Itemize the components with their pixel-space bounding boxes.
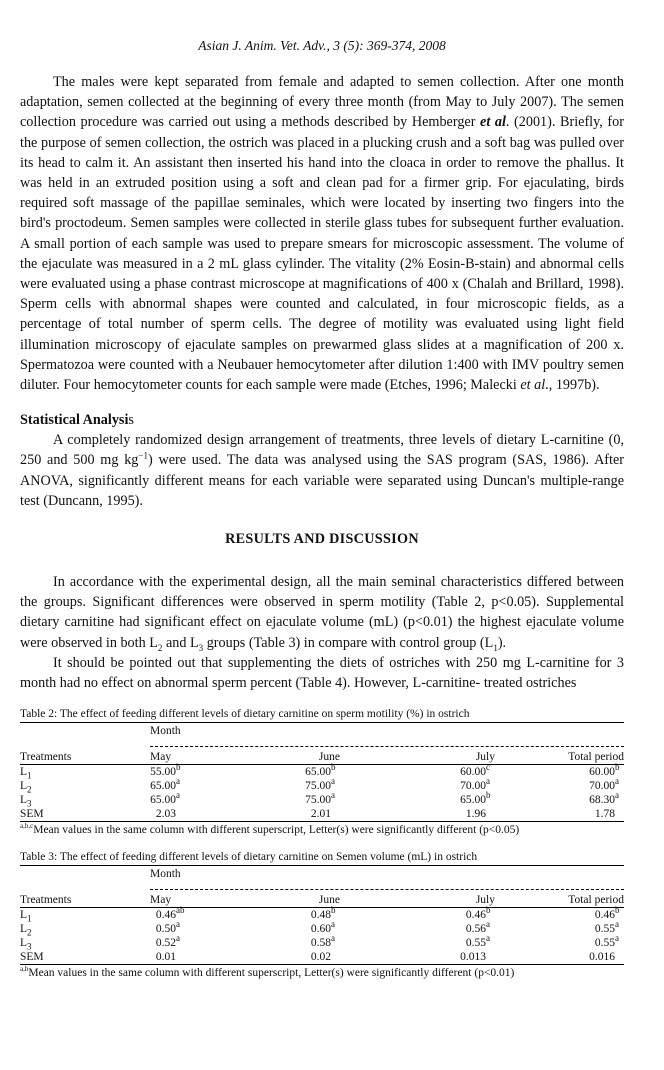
treatment-cell — [20, 793, 150, 807]
text-run: It should be pointed out that supplementing the diets of ostriches with 250 mg L-carnitine for 3 month had no effect on abnormal sperm percent (Table 4). However, L-carnitine- treated ostriches — [20, 654, 624, 692]
header-row — [20, 747, 624, 765]
treatment-label: L — [20, 937, 28, 950]
footnote-superscript: a,b — [20, 965, 29, 974]
treatment-cell — [20, 765, 150, 780]
treatment-label: L — [20, 794, 28, 807]
methods-paragraph — [20, 72, 624, 395]
text-run: −1 — [138, 450, 148, 461]
cell-value: 0.02 — [310, 951, 331, 964]
cell-value: 0.55 — [594, 937, 615, 950]
treatment-label: L — [20, 766, 28, 779]
treatment-subscript: 3 — [27, 941, 32, 952]
text-run: 3 — [198, 642, 204, 653]
cell-value: 0.58 — [310, 937, 331, 950]
cell-value: 0.60 — [310, 923, 331, 936]
table-row — [20, 950, 624, 965]
table-footnote — [20, 823, 624, 837]
value-cell: 68.30$^a$ — [589, 790, 619, 807]
cell-value: 75.00 — [305, 794, 331, 807]
table-row — [20, 807, 624, 822]
text-run: et al — [480, 114, 506, 131]
cell-value: 70.00 — [460, 780, 486, 793]
value-cell: 0.56$^a$ — [465, 919, 490, 936]
treatment-cell — [20, 807, 150, 822]
cell-value: 60.00 — [460, 766, 486, 779]
text-run: A completely randomized design arrangement of treatments, three levels of dietary L-carnitine (0, 250 and 500 mg kg — [20, 432, 624, 469]
cell-value: 0.46 — [594, 909, 615, 922]
value-cell: 75.00$^a$ — [305, 776, 335, 793]
cell-value: 0.52 — [155, 937, 176, 950]
value-cell: 65.00$^b$ — [305, 762, 336, 779]
cell-value: 0.46 — [465, 909, 486, 922]
statistical-paragraph — [20, 430, 624, 511]
value-cell: 0.50$^a$ — [155, 919, 180, 936]
statistical-analysis-heading — [20, 410, 624, 430]
cell-value: 0.55 — [594, 923, 615, 936]
value-cell: 0.55$^a$ — [465, 933, 490, 950]
table-3 — [20, 850, 624, 980]
treatment-label: L — [20, 923, 28, 936]
value-cell: 65.00$^a$ — [150, 790, 180, 807]
treatment-subscript: 3 — [27, 798, 32, 809]
table-caption: Table 2: The effect of feeding different levels of dietary carnitine on sperm motility (%) in ostrich — [20, 707, 624, 723]
table-row — [20, 793, 624, 807]
value-cell: 0.55$^a$ — [594, 933, 619, 950]
value-cell: 0.48$^b$ — [310, 905, 336, 922]
column-header: June — [185, 747, 340, 765]
table-caption: Table 3: The effect of feeding different levels of dietary carnitine on Semen volume (mL) in ostrich — [20, 850, 624, 866]
treatment-cell — [20, 922, 150, 936]
cell-value: 2.03 — [155, 808, 176, 821]
results-paragraph-2 — [20, 653, 624, 693]
month-label-row — [20, 723, 624, 738]
text-run: et al — [520, 377, 546, 394]
footnote-text: Mean values in the same column with different superscript, Letter(s) were significantly different (p<0.05) — [33, 824, 520, 837]
table-row — [20, 936, 624, 950]
value-cell: 0.52$^a$ — [155, 933, 180, 950]
value-cell: 0.46$^{ab}$ — [155, 905, 185, 922]
header-row — [20, 890, 624, 908]
value-cell — [185, 950, 340, 965]
text-run: 2 — [157, 642, 163, 653]
cell-value: 1.78 — [594, 808, 615, 821]
value-cell: 55.00$^b$ — [150, 762, 181, 779]
value-cell: 75.00$^a$ — [305, 790, 335, 807]
cell-value: 0.48 — [310, 909, 331, 922]
cell-value: 1.96 — [465, 808, 486, 821]
treatment-cell — [20, 908, 150, 923]
footnote-superscript: a,b,c — [20, 822, 34, 831]
column-header: July — [340, 890, 495, 908]
table-footnote — [20, 966, 624, 980]
paper-page — [20, 0, 624, 980]
table-row — [20, 779, 624, 793]
value-cell: 65.00$^a$ — [150, 776, 180, 793]
cell-value: 68.30 — [589, 794, 615, 807]
treatment-label: SEM — [20, 808, 44, 821]
data-table — [20, 747, 624, 822]
value-cell — [495, 950, 624, 965]
heading-rest-part: s — [128, 412, 134, 429]
treatment-cell — [20, 950, 150, 965]
text-run: The males were kept separated from female and adapted to semen collection. After one month adaptation, semen collected at the beginning of every three month (from May to July 2007). The semen collection procedure was carried out using a methods described by Hemberger — [20, 74, 624, 131]
table-row — [20, 908, 624, 923]
table-row — [20, 765, 624, 780]
value-cell: 60.00$^b$ — [589, 762, 620, 779]
cell-value: 65.00 — [460, 794, 486, 807]
value-cell: 0.60$^a$ — [310, 919, 335, 936]
value-cell: 70.00$^a$ — [589, 776, 619, 793]
value-cell: 0.58$^a$ — [310, 933, 335, 950]
treatment-label: SEM — [20, 951, 44, 964]
treatment-subscript: 1 — [27, 770, 32, 781]
value-cell — [340, 807, 495, 822]
column-header: Total period — [495, 747, 624, 765]
heading-bold-part: Statistical Analysi — [20, 412, 129, 429]
cell-value: 0.46 — [155, 909, 176, 922]
footnote-text: Mean values in the same column with different superscript, Letter(s) were significantly different (p<0.01) — [28, 967, 515, 980]
cell-value: 60.00 — [589, 766, 615, 779]
column-header: July — [340, 747, 495, 765]
value-cell — [150, 807, 185, 822]
cell-value: 65.00 — [150, 780, 176, 793]
cell-value: 75.00 — [305, 780, 331, 793]
treatment-cell — [20, 779, 150, 793]
text-run: ., 1997b). — [545, 377, 600, 394]
results-discussion-heading: RESULTS AND DISCUSSION — [225, 531, 419, 548]
treatment-label: L — [20, 780, 28, 793]
treatment-cell — [20, 936, 150, 950]
text-run: ). — [497, 634, 507, 651]
month-label: Month — [150, 725, 181, 738]
column-header: June — [185, 890, 340, 908]
cell-value: 0.01 — [155, 951, 176, 964]
column-header: May — [150, 747, 185, 765]
treatment-subscript: 2 — [27, 927, 32, 938]
data-table — [20, 890, 624, 965]
value-cell: 60.00$^c$ — [460, 762, 490, 779]
column-header: May — [150, 890, 185, 908]
value-cell — [150, 950, 185, 965]
text-run: ) were used. The data was analysed using the SAS program (SAS, 1986). After ANOVA, significantly different means for each variable were separated using Duncan's multiple-range test (Duncann, 1995). — [20, 452, 624, 509]
text-run: 1 — [493, 642, 498, 653]
treatment-label: L — [20, 909, 28, 922]
month-label: Month — [150, 868, 181, 881]
value-cell — [185, 807, 340, 822]
month-label-row — [20, 866, 624, 881]
column-header: Treatments — [20, 890, 150, 908]
value-cell — [340, 950, 495, 965]
cell-value: 0.016 — [589, 951, 615, 964]
cell-value: 0.013 — [460, 951, 486, 964]
value-cell: 70.00$^a$ — [460, 776, 490, 793]
value-cell: 0.55$^a$ — [594, 919, 619, 936]
value-cell — [495, 807, 624, 822]
table-2 — [20, 707, 624, 837]
results-paragraph-1 — [20, 572, 624, 653]
running-header: Asian J. Anim. Vet. Adv., 3 (5): 369-374, 2008 — [198, 38, 446, 53]
cell-value: 0.50 — [155, 923, 176, 936]
treatment-subscript: 2 — [27, 784, 32, 795]
cell-value: 65.00 — [150, 794, 176, 807]
value-cell: 65.00$^b$ — [460, 790, 491, 807]
cell-value: 55.00 — [150, 766, 176, 779]
cell-value: 0.56 — [465, 923, 486, 936]
text-run: . (2001). Briefly, for the purpose of semen collection, the ostrich was placed in a plucking crush and a soft bag was pulled over its head to calm it. An assistant then inserted his hand into the cloaca in order to remove the phallus. It was held in an extruded position using a soft and clean pad for a firmer grip. For ejaculating, birds required soft massage of the papillae seminales, which were located by inserting two fingers into the bird's proctodeum. Semen samples were collected in sterile glass tubes for subsequent further evaluation. A small portion of each sample was used to prepare smears for microscopic assessment. The volume of the ejaculate was measured in a 2 mL glass cylinder. The vitality (2% Eosin-B-stain) and abnormal cells were evaluated using a phase contrast microscope at magnifications of 400 x (Chalah and Brillard, 1998). Sperm cells with abnormal shapes were counted and calculated, in four microscopic fields, as a percentage of total number of sperm cells. The degree of motility was evaluated using light field illumination microscopy of ejaculate samples on prewarmed glass slides at a magnification of 200 x. Spermatozoa were counted with a Neubauer hemocytometer after dilution 1:400 with IMV poultry semen diluter. Four hemocytometer counts for each sample were made (Etches, 1996; Malecki — [20, 114, 624, 394]
cell-value: 70.00 — [589, 780, 615, 793]
text-run: In accordance with the experimental design, all the main seminal characteristics differed between the groups. Significant differences were observed in sperm motility (Table 2, p<0.05). Supplemental dietary carnitine had significant effect on ejaculate volume (mL) (p<0.01) the highest ejaculate volume were observed in both L — [20, 574, 624, 651]
table-row — [20, 922, 624, 936]
cell-value: 0.55 — [465, 937, 486, 950]
text-run: and L — [162, 634, 199, 651]
value-cell: 0.46$^b$ — [594, 905, 620, 922]
column-header: Total period — [495, 890, 624, 908]
value-cell: 0.46$^b$ — [465, 905, 491, 922]
cell-value: 2.01 — [310, 808, 331, 821]
cell-value: 65.00 — [305, 766, 331, 779]
column-header: Treatments — [20, 747, 150, 765]
text-run: groups (Table 3) in compare with control group (L — [203, 634, 494, 651]
treatment-subscript: 1 — [27, 913, 32, 924]
